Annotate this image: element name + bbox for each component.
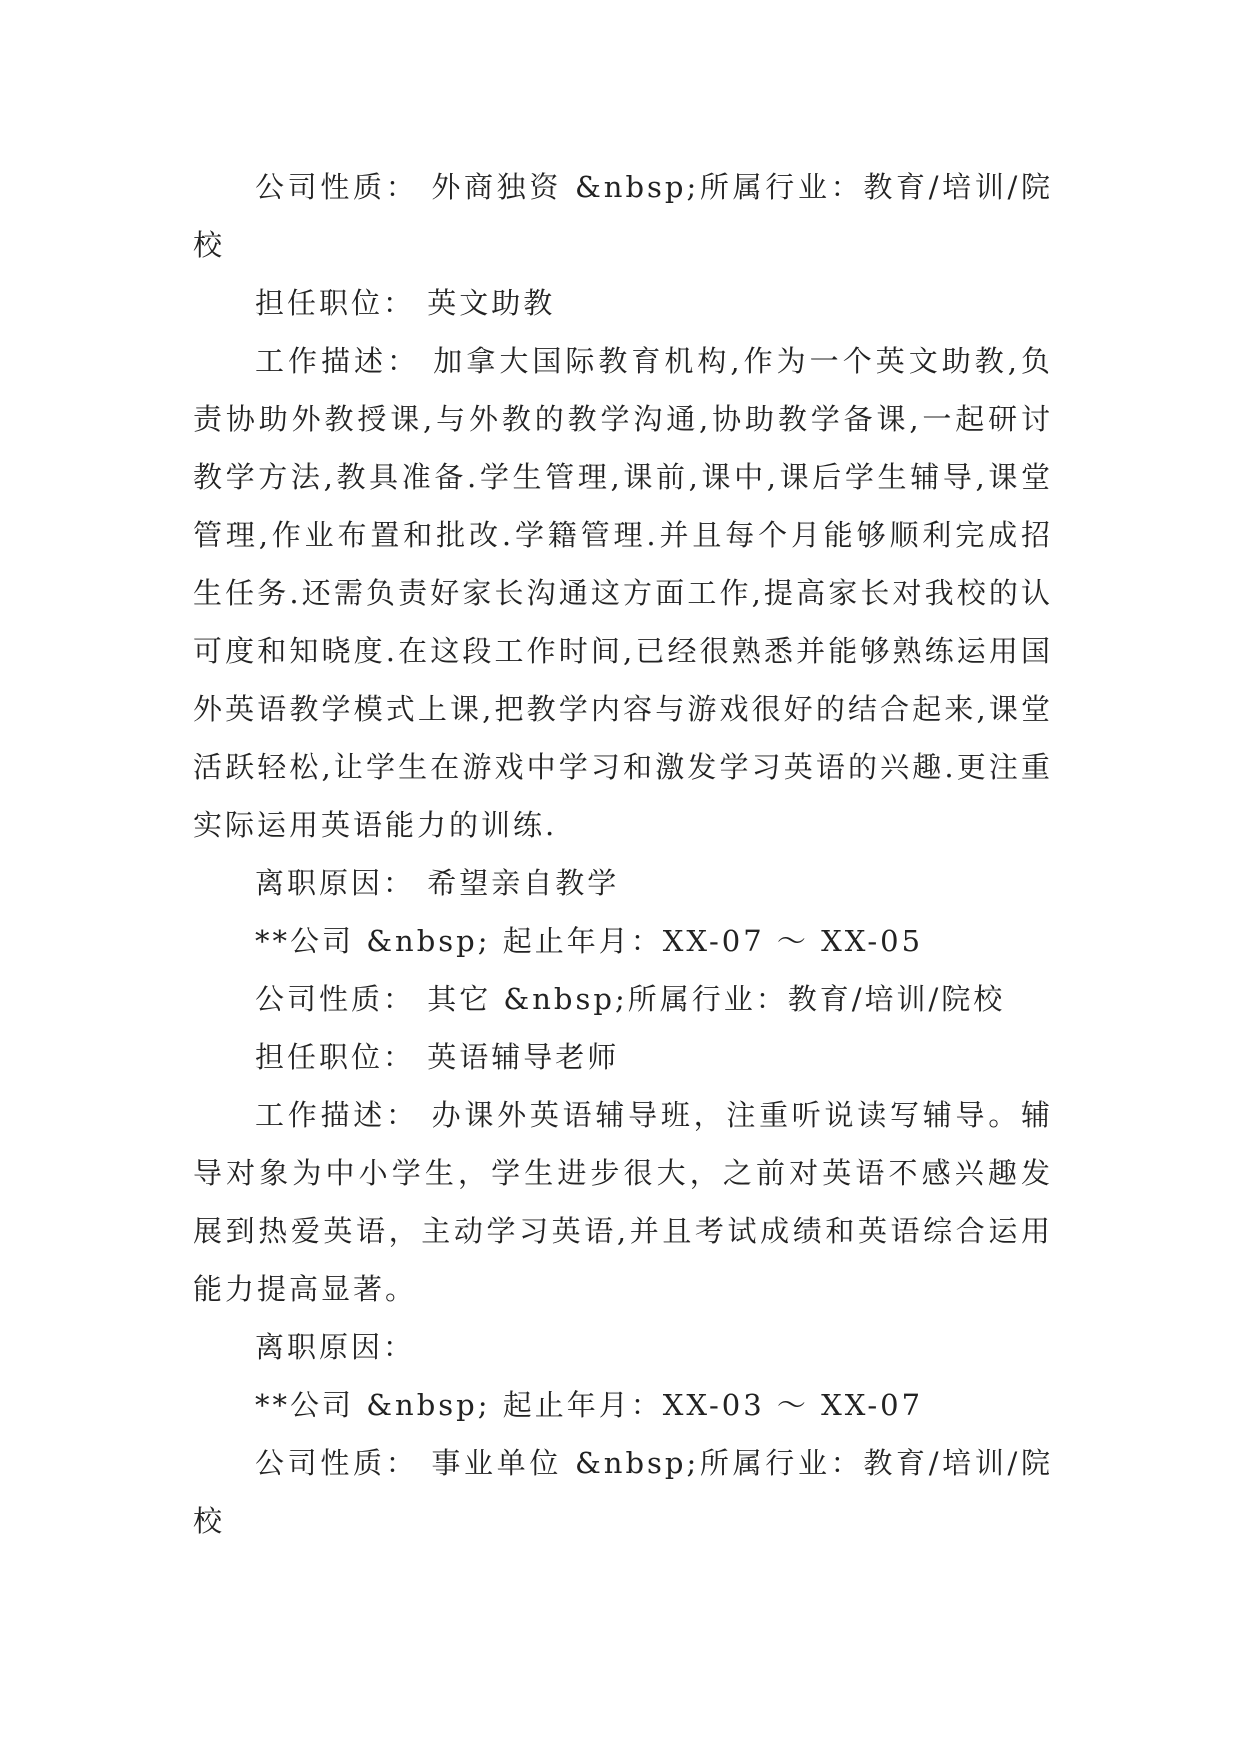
- job-description-paragraph: 工作描述： 办课外英语辅导班，注重听说读写辅导。辅导对象为中小学生，学生进步很大，之前对英语不感兴趣发展到热爱英语，主动学习英语,并且考试成绩和英语综合运用能力提高显著。: [193, 1098, 1053, 1306]
- job-description-paragraph: 工作描述： 加拿大国际教育机构,作为一个英文助教,负责协助外教授课,与外教的教学沟通,协助教学备课,一起研讨教学方法,教具准备.学生管理,课前,课中,课后学生辅导,课堂管理,作业布置和批改.学籍管理.并且每个月能够顺利完成招生任务.还需负责好家长沟通这方面工作,提高家长对我校的认可度和知晓度.在这段工作时间,已经很熟悉并能够熟练运用国外英语教学模式上课,把教学内容与游戏很好的结合起来,课堂活跃轻松,让学生在游戏中学习和激发学习英语的兴趣.更注重实际运用英语能力的训练.: [193, 344, 1053, 842]
- leaving-reason-paragraph: 离职原因：: [255, 1330, 416, 1364]
- company-dates-paragraph: **公司 &nbsp; 起止年月：XX-07 ～ XX-05: [255, 924, 924, 958]
- leaving-reason-paragraph: 离职原因： 希望亲自教学: [255, 866, 620, 900]
- company-nature-paragraph: 公司性质： 外商独资 &nbsp;所属行业：教育/培训/院校: [193, 170, 1053, 262]
- company-nature-paragraph: 公司性质： 事业单位 &nbsp;所属行业：教育/培训/院校: [193, 1446, 1053, 1538]
- position-paragraph: 担任职位： 英文助教: [255, 286, 556, 320]
- position-paragraph: 担任职位： 英语辅导老师: [255, 1040, 620, 1074]
- company-dates-paragraph: **公司 &nbsp; 起止年月：XX-03 ～ XX-07: [255, 1388, 924, 1422]
- company-nature-paragraph: 公司性质： 其它 &nbsp;所属行业：教育/培训/院校: [255, 982, 1006, 1016]
- document-page: [193, 158, 1053, 1550]
